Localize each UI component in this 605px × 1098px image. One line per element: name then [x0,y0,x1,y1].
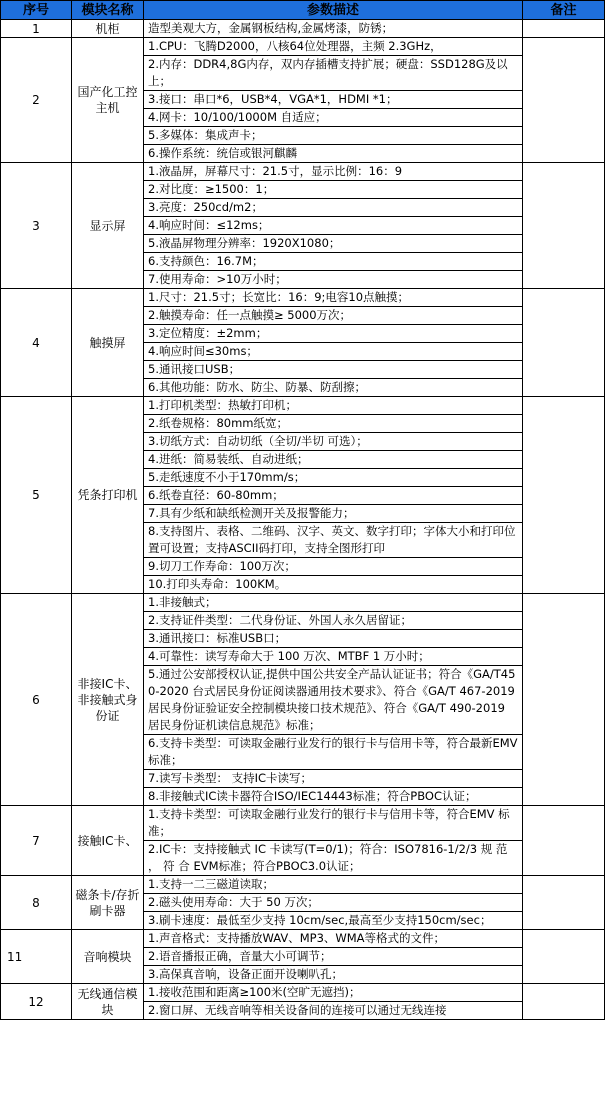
table-row [1,289,605,397]
desc-line: 造型美观大方，金属钢板结构,金属烤漆，防锈； [148,21,394,35]
header-no: 序号 [1,1,72,20]
row-desc [144,20,523,38]
desc-line: 6.支持颜色：16.7M； [144,253,522,271]
desc-line: 6.操作系统：统信或银河麒麟 [148,146,297,160]
desc-line: 3.刷卡速度：最低至少支持 10cm/sec,最高至少支持150cm/sec； [148,913,492,927]
desc-line: 6.纸卷直径：60-80mm； [144,487,522,505]
desc-line: 3.通讯接口：标准USB口； [144,630,522,648]
table-row [1,930,605,984]
row-desc [144,289,523,397]
desc-line: 2.窗口屏、无线音响等相关设备间的连接可以通过无线连接 [148,1003,447,1017]
desc-line: 4.响应时间：≤12ms； [144,217,522,235]
row-no: 12 [1,984,72,1020]
desc-line: 1.尺寸：21.5寸；长宽比：16：9;电容10点触摸； [144,289,522,307]
desc-line: 5.多媒体：集成声卡； [144,127,522,145]
desc-line: 1.液晶屏，屏幕尺寸：21.5寸，显示比例：16：9 [144,163,522,181]
desc-line: 5.通过公安部授权认证,提供中国公共安全产品认证证书；符合《GA/T450-2020 台式居民身份证阅读器通用技术要求》、符合《GA/T 467-2019居民身份证验证安全控制模块接口技术规范》、符合《GA/T 490-2019 居民身份证机读信息规范》标准； [144,666,522,735]
desc-line: 7.具有少纸和缺纸检测开关及报警能力； [144,505,522,523]
table-row [1,38,605,163]
desc-line: 2.磁头使用寿命：大于 50 万次； [144,894,522,912]
table-row [1,163,605,289]
header-note: 备注 [523,1,605,20]
table-row [1,876,605,930]
row-no: 1 [1,20,72,38]
row-no: 7 [1,806,72,876]
row-no: 8 [1,876,72,930]
header-module: 模块名称 [72,1,144,20]
row-module: 触摸屏 [72,289,144,397]
desc-line: 5.走纸速度不小于170mm/s； [144,469,522,487]
table-row [1,20,605,38]
desc-line: 4.进纸：简易装纸、自动进纸； [144,451,522,469]
desc-line: 1.打印机类型：热敏打印机； [144,397,522,415]
table-row [1,984,605,1020]
desc-line: 2.语音播报正确，音量大小可调节； [144,948,522,966]
row-note [523,38,605,163]
desc-line: 5.液晶屏物理分辨率：1920X1080； [144,235,522,253]
desc-line: 7.使用寿命：>10万小时； [148,272,287,286]
row-note [523,20,605,38]
desc-line: 8.支持图片、表格、二维码、汉字、英文、数字打印；字体大小和打印位置可设置；支持ASCII码打印，支持全图形打印 [144,523,522,558]
table-row [1,594,605,806]
desc-line: 8.非接触式IC读卡器符合ISO/IEC14443标准；符合PBOC认证； [148,789,477,803]
desc-line: 3.亮度：250cd/m2； [144,199,522,217]
row-desc [144,930,523,984]
desc-line: 2.触摸寿命：任一点触摸≥ 5000万次； [144,307,522,325]
row-note [523,594,605,806]
row-module: 非接IC卡、非接触式身份证 [72,594,144,806]
row-no: 5 [1,397,72,594]
row-desc [144,38,523,163]
desc-line: 1.CPU：飞腾D2000，八核64位处理器，主频 2.3GHz， [144,38,522,56]
row-module: 凭条打印机 [72,397,144,594]
row-module: 接触IC卡、 [72,806,144,876]
row-desc [144,984,523,1020]
row-note [523,289,605,397]
row-desc [144,397,523,594]
desc-line: 1.声音格式：支持播放WAV、MP3、WMA等格式的文件； [144,930,522,948]
table-row [1,397,605,594]
desc-line: 7.读写卡类型： 支持IC卡读写； [144,770,522,788]
row-module: 磁条卡/存折刷卡器 [72,876,144,930]
desc-line: 1.支持一二三磁道读取； [144,876,522,894]
row-note [523,984,605,1020]
row-note [523,930,605,984]
row-no: 2 [1,38,72,163]
desc-line: 1.接收范围和距离≥100米(空旷无遮挡)； [144,984,522,1002]
desc-line: 4.可靠性：读写寿命大于 100 万次、MTBF 1 万小时； [144,648,522,666]
row-module: 音响模块 [72,930,144,984]
row-module: 机柜 [72,20,144,38]
row-no: 3 [1,163,72,289]
desc-line: 3.切纸方式：自动切纸（全切/半切 可选）； [144,433,522,451]
desc-line: 3.定位精度：±2mm； [144,325,522,343]
desc-line: 6.支持卡类型：可读取金融行业发行的银行卡与信用卡等，符合最新EMV标准； [144,735,522,770]
row-desc [144,594,523,806]
row-desc [144,163,523,289]
row-note [523,397,605,594]
row-module: 国产化工控主机 [72,38,144,163]
row-desc [144,876,523,930]
row-note [523,806,605,876]
desc-line: 1.非接触式； [144,594,522,612]
header-row [1,1,605,20]
row-no: 11 [1,930,72,984]
desc-line: 2.IC卡：支持接触式 IC 卡读写(T=0/1)；符合：ISO7816-1/2/3 规 范 ， 符 合 EVM标准；符合PBOC3.0认证； [148,842,508,873]
desc-line: 4.响应时间≤30ms； [144,343,522,361]
row-note [523,163,605,289]
desc-line: 6.其他功能：防水、防尘、防暴、防刮擦； [148,380,366,394]
desc-line: 10.打印头寿命：100KM。 [148,577,287,591]
row-module: 无线通信模块 [72,984,144,1020]
header-desc: 参数描述 [144,1,523,20]
desc-line: 9.切刀工作寿命：100万次； [144,558,522,576]
row-no: 6 [1,594,72,806]
row-module: 显示屏 [72,163,144,289]
desc-line: 3.高保真音响，设备正面开设喇叭孔； [148,967,343,981]
desc-line: 2.纸卷规格：80mm纸宽； [144,415,522,433]
row-desc [144,806,523,876]
row-note [523,876,605,930]
desc-line: 4.网卡：10/100/1000M 自适应； [144,109,522,127]
desc-line: 3.接口：串口*6，USB*4，VGA*1，HDMI *1； [144,91,522,109]
desc-line: 2.支持证件类型：二代身份证、外国人永久居留证； [144,612,522,630]
table-row [1,806,605,876]
desc-line: 2.对比度：≥1500：1； [144,181,522,199]
desc-line: 2.内存：DDR4,8G内存，双内存插槽支持扩展；硬盘：SSD128G及以上； [144,56,522,91]
row-no: 4 [1,289,72,397]
desc-line: 1.支持卡类型：可读取金融行业发行的银行卡与信用卡等，符合EMV 标准； [144,806,522,841]
desc-line: 5.通讯接口USB； [144,361,522,379]
